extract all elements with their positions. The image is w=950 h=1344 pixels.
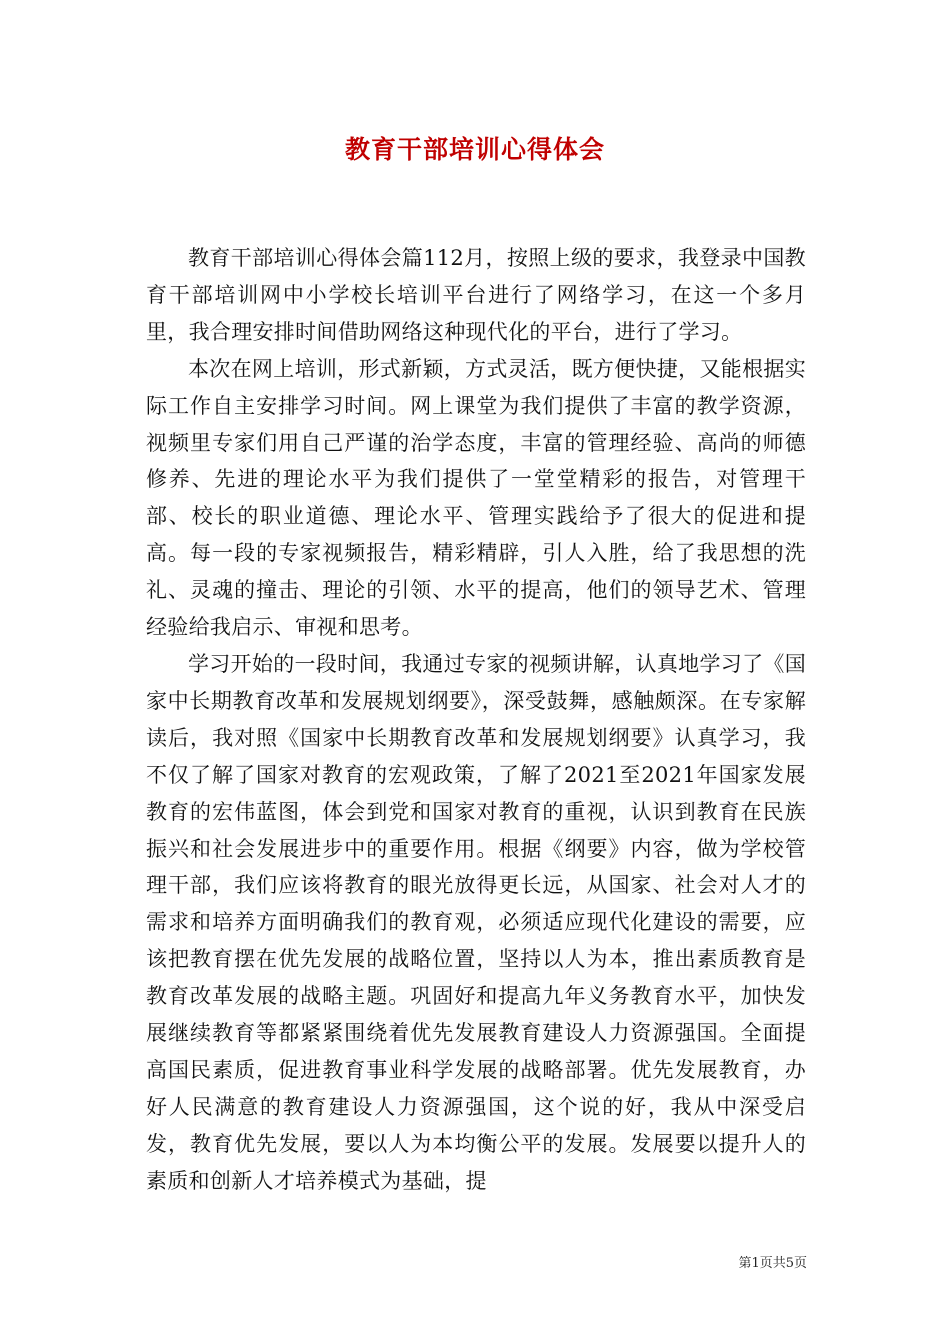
document-title: 教育干部培训心得体会 [344,135,605,164]
paragraph-1: 教育干部培训心得体会篇112月，按照上级的要求，我登录中国教育干部培训网中小学校长培训平台进行了网络学习，在这一个多月里，我合理安排时间借助网络这种现代化的平台，进行了学习。 [146,246,806,344]
paragraph-2: 本次在网上培训，形式新颖，方式灵活，既方便快捷，又能根据实际工作自主安排学习时间。网上课堂为我们提供了丰富的教学资源，视频里专家们用自己严谨的治学态度，丰富的管理经验、高尚的师德修养、先进的理论水平为我们提供了一堂堂精彩的报告，对管理干部、校长的职业道德、理论水平、管理实践给予了很大的促进和提高。每一段的专家视频报告，精彩精辟，引人入胜，给了我思想的洗礼、灵魂的撞击、理论的引领、水平的提高，他们的领导艺术、管理经验给我启示、审视和思考。 [146,356,806,640]
document-body [146,240,806,1200]
page-number-footer: 第1页共5页 [738,1256,807,1271]
paragraph-3: 学习开始的一段时间，我通过专家的视频讲解，认真地学习了《国家中长期教育改革和发展规划纲要》，深受鼓舞，感触颇深。在专家解读后，我对照《国家中长期教育改革和发展规划纲要》认真学习，我不仅了解了国家对教育的宏观政策，了解了2021至2021年国家发展教育的宏伟蓝图，体会到党和国家对教育的重视，认识到教育在民族振兴和社会发展进步中的重要作用。根据《纲要》内容，做为学校管理干部，我们应该将教育的眼光放得更长远，从国家、社会对人才的需求和培养方面明确我们的教育观，必须适应现代化建设的需要，应该把教育摆在优先发展的战略位置，坚持以人为本，推出素质教育是教育改革发展的战略主题。巩固好和提高九年义务教育水平，加快发展继续教育等都紧紧围绕着优先发展教育建设人力资源强国。全面提高国民素质，促进教育事业科学发展的战略部署。优先发展教育，办好人民满意的教育建设人力资源强国，这个说的好，我从中深受启发，教育优先发展，要以人为本均衡公平的发展。发展要以提升人的素质和创新人才培养模式为基础，提 [146,651,806,1193]
